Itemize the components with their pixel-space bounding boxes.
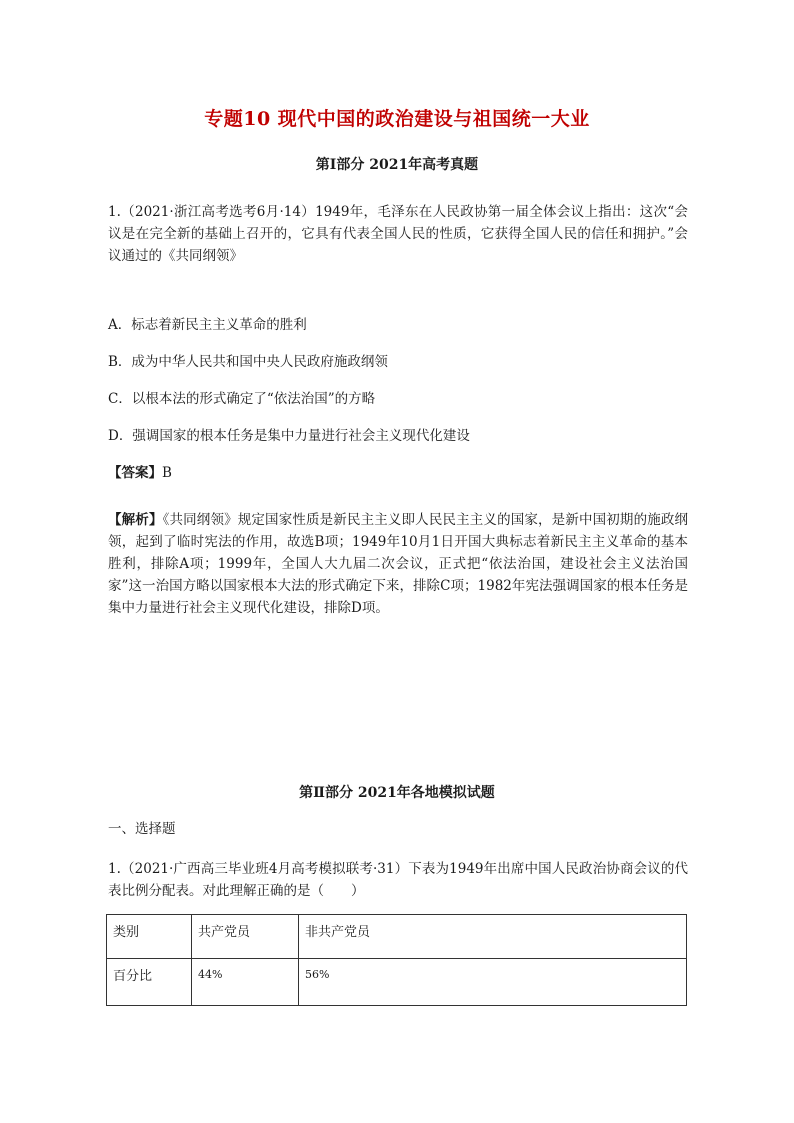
section-title: 一、选择题 [108, 821, 176, 837]
answer-value: B [162, 465, 172, 481]
question-1-option-b: B．成为中华人民共和国中央人民政府施政纲领 [108, 354, 388, 370]
table-cell: 56% [299, 959, 687, 1006]
answer-label: 【答案】 [108, 465, 162, 481]
table-cell: 44% [192, 959, 299, 1006]
question-1-option-d: D．强调国家的根本任务是集中力量进行社会主义现代化建设 [108, 428, 470, 444]
question-1-option-a: A．标志着新民主主义革命的胜利 [108, 317, 307, 333]
question-1-answer [108, 462, 688, 484]
question-2-stem: 1.（2021·广西高三毕业班4月高考模拟联考·31）下表为1949年出席中国人民政治协商会议的代表比例分配表。对此理解正确的是（ ） [108, 861, 688, 899]
table-header-cell: 非共产党员 [299, 915, 687, 959]
analysis-text: 《共同纲领》规定国家性质是新民主主义即人民民主主义的国家，是新中国初期的施政纲领，起到了临时宪法的作用，故选B项；1949年10月1日开国大典标志着新民主主义革命的基本胜利，排除A项；1999年，全国人大九届二次会议，正式把“依法治国，建设社会主义法治国家”这一治国方略以国家根本大法的形式确定下来，排除C项；1982年宪法强调国家的根本任务是集中力量进行社会主义现代化建设，排除D项。 [108, 512, 689, 616]
table-cell: 百分比 [107, 959, 192, 1006]
part-two-heading: 第Ⅱ部分 2021年各地模拟试题 [299, 785, 495, 801]
table-header-cell: 共产党员 [192, 915, 299, 959]
analysis-label: 【解析】 [108, 512, 163, 528]
document-title: 专题10 现代中国的政治建设与祖国统一大业 [204, 108, 590, 130]
table-header-cell: 类别 [107, 915, 192, 959]
part-one-heading: 第Ⅰ部分 2021年高考真题 [315, 157, 479, 173]
question-1-analysis [108, 509, 688, 619]
delegate-ratio-table [106, 914, 687, 1006]
table-row [107, 915, 687, 959]
question-1-option-c: C．以根本法的形式确定了“依法治国”的方略 [108, 391, 376, 407]
question-1-stem: 1.（2021·浙江高考选考6月·14）1949年，毛泽东在人民政协第一届全体会议上指出：这次“会议是在完全新的基础上召开的，它具有代表全国人民的性质，它获得全国人民的信任和拥护。”会议通过的《共同纲领》 [108, 204, 688, 264]
table-row [107, 959, 687, 1006]
